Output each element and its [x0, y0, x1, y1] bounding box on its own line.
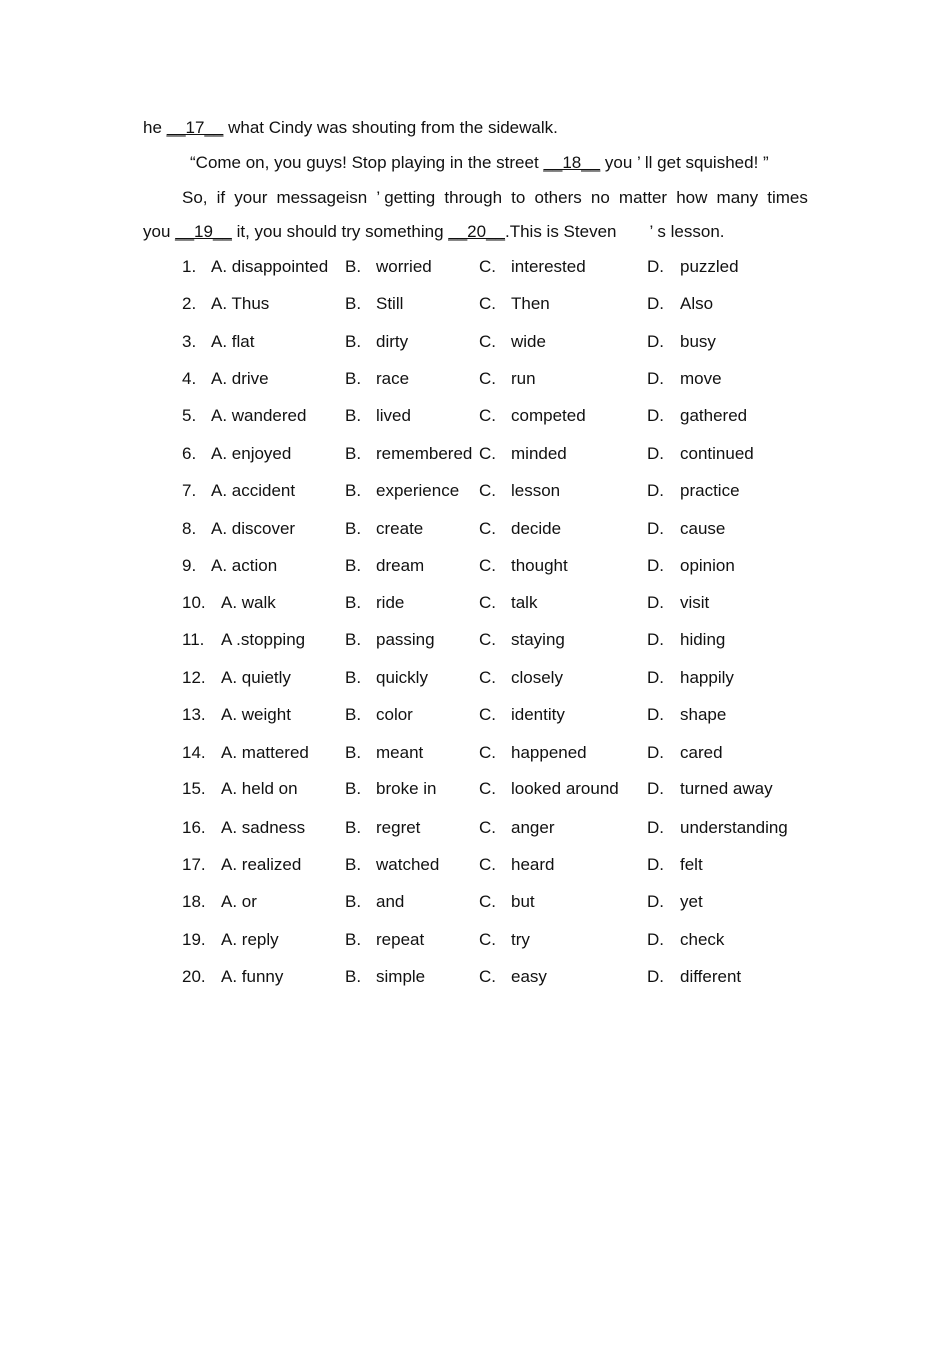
- option-b: simple: [376, 967, 426, 986]
- option-c: heard: [511, 855, 555, 874]
- option-b: quickly: [376, 668, 428, 687]
- question-number: 19.: [182, 930, 206, 949]
- option-c-label: C.: [479, 369, 496, 388]
- passage-word: ’ getting: [376, 188, 436, 207]
- option-c-label: C.: [479, 332, 496, 351]
- option-b: race: [376, 369, 410, 388]
- option-b-label: B.: [345, 967, 362, 986]
- option-d-label: D.: [647, 444, 664, 463]
- option-d-label: D.: [647, 967, 664, 986]
- passage-line: [143, 222, 725, 242]
- option-a: A. held on: [221, 779, 298, 798]
- option-d-label: D.: [647, 332, 664, 351]
- option-d: cause: [680, 519, 726, 538]
- option-a: A. wandered: [211, 406, 307, 425]
- option-c: easy: [511, 967, 547, 986]
- option-b-label: B.: [345, 892, 362, 911]
- option-d: different: [680, 967, 742, 986]
- option-b: remembered: [376, 444, 473, 463]
- question-number: 7.: [182, 481, 197, 500]
- option-b-label: B.: [345, 779, 362, 798]
- option-b-label: B.: [345, 481, 362, 500]
- option-b-label: B.: [345, 855, 362, 874]
- option-c-label: C.: [479, 257, 496, 276]
- option-c: wide: [511, 332, 546, 351]
- option-d: cared: [680, 743, 723, 762]
- question-number: 3.: [182, 332, 197, 351]
- question-row: [0, 444, 950, 464]
- option-d-label: D.: [647, 818, 664, 837]
- option-b-label: B.: [345, 294, 362, 313]
- option-c: decide: [511, 519, 562, 538]
- option-d: gathered: [680, 406, 748, 425]
- passage-text: you ’ ll get squished! ”: [600, 153, 769, 172]
- option-b: color: [376, 705, 413, 724]
- option-d: move: [680, 369, 722, 388]
- option-b-label: B.: [345, 369, 362, 388]
- passage-line: [182, 188, 808, 208]
- question-number: 9.: [182, 556, 197, 575]
- passage-word: your: [234, 188, 268, 207]
- option-b-label: B.: [345, 930, 362, 949]
- option-a: A. drive: [211, 369, 269, 388]
- blank-18: __18__: [543, 153, 601, 172]
- option-b: ride: [376, 593, 405, 612]
- option-b: Still: [376, 294, 404, 313]
- option-c-label: C.: [479, 930, 496, 949]
- option-d-label: D.: [647, 593, 664, 612]
- option-d-label: D.: [647, 930, 664, 949]
- passage-line: [143, 118, 558, 138]
- option-c: but: [511, 892, 535, 911]
- option-d: yet: [680, 892, 703, 911]
- option-a: A. walk: [221, 593, 276, 612]
- question-row: [0, 481, 950, 501]
- option-d: Also: [680, 294, 714, 313]
- option-d-label: D.: [647, 556, 664, 575]
- option-c: Then: [511, 294, 550, 313]
- passage-text: “Come on, you guys! Stop playing in the street: [190, 153, 544, 172]
- passage-line: [190, 153, 769, 173]
- option-c: try: [511, 930, 530, 949]
- option-a: A. quietly: [221, 668, 291, 687]
- option-c-label: C.: [479, 668, 496, 687]
- question-number: 5.: [182, 406, 197, 425]
- question-row: [0, 294, 950, 314]
- option-a: A. disappointed: [211, 257, 329, 276]
- blank-17: __17__: [166, 118, 224, 137]
- option-c-label: C.: [479, 743, 496, 762]
- question-row: [0, 779, 950, 799]
- question-number: 14.: [182, 743, 206, 762]
- passage-text: you: [143, 222, 176, 241]
- question-number: 11.: [182, 630, 205, 649]
- option-a: A. or: [221, 892, 257, 911]
- option-a: A .stopping: [221, 630, 306, 649]
- option-d: continued: [680, 444, 754, 463]
- question-row: [0, 406, 950, 426]
- option-d: felt: [680, 855, 703, 874]
- option-c-label: C.: [479, 294, 496, 313]
- option-c-label: C.: [479, 855, 496, 874]
- option-b-label: B.: [345, 630, 362, 649]
- option-b-label: B.: [345, 668, 362, 687]
- option-b: dream: [376, 556, 425, 575]
- option-a: A. weight: [221, 705, 291, 724]
- option-b-label: B.: [345, 332, 362, 351]
- question-row: [0, 930, 950, 950]
- option-b-label: B.: [345, 444, 362, 463]
- question-row: [0, 818, 950, 838]
- passage-word: no: [590, 188, 610, 207]
- question-number: 1.: [182, 257, 197, 276]
- option-b-label: B.: [345, 818, 362, 837]
- passage-word: if: [216, 188, 226, 207]
- option-c-label: C.: [479, 892, 496, 911]
- option-d: understanding: [680, 818, 788, 837]
- option-c: identity: [511, 705, 565, 724]
- option-b: passing: [376, 630, 435, 649]
- question-row: [0, 369, 950, 389]
- option-b: dirty: [376, 332, 409, 351]
- option-b: watched: [376, 855, 440, 874]
- question-number: 13.: [182, 705, 206, 724]
- option-b-label: B.: [345, 705, 362, 724]
- option-c-label: C.: [479, 630, 496, 649]
- question-row: [0, 332, 950, 352]
- question-number: 8.: [182, 519, 197, 538]
- option-b: repeat: [376, 930, 425, 949]
- question-row: [0, 855, 950, 875]
- option-b: create: [376, 519, 424, 538]
- passage-word: how: [676, 188, 708, 207]
- option-c-label: C.: [479, 818, 496, 837]
- option-c: happened: [511, 743, 587, 762]
- option-d: opinion: [680, 556, 735, 575]
- option-d-label: D.: [647, 257, 664, 276]
- option-b: lived: [376, 406, 411, 425]
- question-row: [0, 593, 950, 613]
- option-c-label: C.: [479, 556, 496, 575]
- option-b: meant: [376, 743, 424, 762]
- option-b: and: [376, 892, 405, 911]
- option-b-label: B.: [345, 257, 362, 276]
- option-a: A. discover: [211, 519, 296, 538]
- passage-text: what Cindy was shouting from the sidewalk.: [223, 118, 558, 137]
- option-c-label: C.: [479, 406, 496, 425]
- option-c-label: C.: [479, 967, 496, 986]
- question-row: [0, 519, 950, 539]
- option-d-label: D.: [647, 294, 664, 313]
- option-d-label: D.: [647, 705, 664, 724]
- option-d: practice: [680, 481, 740, 500]
- passage-word: many: [716, 188, 759, 207]
- option-d-label: D.: [647, 892, 664, 911]
- question-number: 16.: [182, 818, 206, 837]
- question-row: [0, 705, 950, 725]
- option-a: A. accident: [211, 481, 296, 500]
- question-row: [0, 257, 950, 277]
- question-row: [0, 892, 950, 912]
- option-c: looked around: [511, 779, 619, 798]
- question-number: 15.: [182, 779, 206, 798]
- passage-word: messageisn: [276, 188, 368, 207]
- passage-word: through: [444, 188, 503, 207]
- option-d-label: D.: [647, 779, 664, 798]
- passage-word: matter: [618, 188, 668, 207]
- question-number: 4.: [182, 369, 197, 388]
- option-b-label: B.: [345, 743, 362, 762]
- option-c: minded: [511, 444, 567, 463]
- option-b: regret: [376, 818, 421, 837]
- option-d: visit: [680, 593, 710, 612]
- passage-word: So,: [182, 188, 208, 207]
- option-a: A. reply: [221, 930, 279, 949]
- option-d: hiding: [680, 630, 726, 649]
- passage-word: times: [767, 188, 808, 207]
- option-d-label: D.: [647, 668, 664, 687]
- option-d-label: D.: [647, 481, 664, 500]
- option-b-label: B.: [345, 593, 362, 612]
- option-b-label: B.: [345, 519, 362, 538]
- option-b-label: B.: [345, 406, 362, 425]
- question-number: 18.: [182, 892, 206, 911]
- option-c: run: [511, 369, 536, 388]
- option-d-label: D.: [647, 855, 664, 874]
- option-d-label: D.: [647, 630, 664, 649]
- option-d: turned away: [680, 779, 773, 798]
- option-c-label: C.: [479, 593, 496, 612]
- passage-word: to: [511, 188, 526, 207]
- option-b: worried: [376, 257, 432, 276]
- option-a: A. sadness: [221, 818, 306, 837]
- passage-word: others: [534, 188, 582, 207]
- option-a: A. Thus: [211, 294, 270, 313]
- option-c: competed: [511, 406, 586, 425]
- option-c-label: C.: [479, 481, 496, 500]
- blank-19: __19__: [175, 222, 232, 241]
- option-c: lesson: [511, 481, 561, 500]
- option-c: interested: [511, 257, 586, 276]
- blank-20: __20__: [448, 222, 505, 241]
- option-c: anger: [511, 818, 555, 837]
- question-row: [0, 556, 950, 576]
- option-d-label: D.: [647, 369, 664, 388]
- option-d-label: D.: [647, 743, 664, 762]
- passage-text: he: [143, 118, 167, 137]
- question-number: 20.: [182, 967, 206, 986]
- option-a: A. action: [211, 556, 278, 575]
- question-number: 6.: [182, 444, 197, 463]
- option-c: staying: [511, 630, 565, 649]
- option-b: broke in: [376, 779, 437, 798]
- option-a: A. realized: [221, 855, 302, 874]
- option-a: A. funny: [221, 967, 284, 986]
- question-number: 2.: [182, 294, 197, 313]
- question-row: [0, 630, 950, 650]
- option-c: thought: [511, 556, 568, 575]
- option-c: closely: [511, 668, 563, 687]
- question-number: 17.: [182, 855, 206, 874]
- question-row: [0, 967, 950, 987]
- option-a: A. mattered: [221, 743, 309, 762]
- option-d: happily: [680, 668, 734, 687]
- option-d: check: [680, 930, 725, 949]
- question-row: [0, 668, 950, 688]
- question-number: 10.: [182, 593, 206, 612]
- passage-text: .This is Steven ’ s lesson.: [505, 222, 725, 241]
- passage-text: it, you should try something: [231, 222, 449, 241]
- option-c-label: C.: [479, 779, 496, 798]
- option-c: talk: [511, 593, 538, 612]
- option-d-label: D.: [647, 519, 664, 538]
- option-c-label: C.: [479, 444, 496, 463]
- option-d-label: D.: [647, 406, 664, 425]
- question-number: 12.: [182, 668, 206, 687]
- option-a: A. flat: [211, 332, 255, 351]
- option-c-label: C.: [479, 519, 496, 538]
- option-c-label: C.: [479, 705, 496, 724]
- option-b-label: B.: [345, 556, 362, 575]
- option-d: busy: [680, 332, 716, 351]
- option-a: A. enjoyed: [211, 444, 292, 463]
- option-b: experience: [376, 481, 460, 500]
- question-row: [0, 743, 950, 763]
- option-d: puzzled: [680, 257, 739, 276]
- option-d: shape: [680, 705, 727, 724]
